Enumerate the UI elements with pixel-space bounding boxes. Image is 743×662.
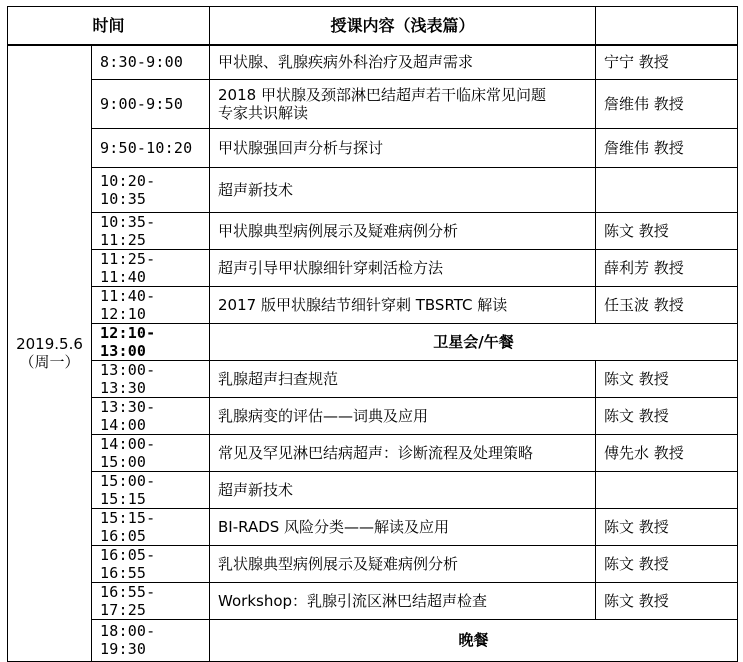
content-cell: 乳腺病变的评估——词典及应用 (210, 397, 596, 434)
table-row (8, 128, 738, 167)
time-cell: 8:30-9:00 (92, 45, 210, 79)
schedule-table (7, 6, 738, 662)
content-cell: 2017 版甲状腺结节细针穿刺 TBSRTC 解读 (210, 286, 596, 323)
speaker-cell: 宁宁 教授 (596, 45, 738, 79)
table-row (8, 434, 738, 471)
content-cell: 甲状腺强回声分析与探讨 (210, 128, 596, 167)
date-value: 2019.5.6 (16, 335, 83, 354)
time-cell: 16:05-16:55 (92, 545, 210, 582)
speaker-cell: 陈文 教授 (596, 545, 738, 582)
speaker-cell (596, 167, 738, 212)
table-row (8, 79, 738, 128)
content-cell: 甲状腺、乳腺疾病外科治疗及超声需求 (210, 45, 596, 79)
table-row (8, 545, 738, 582)
table-row (8, 212, 738, 249)
speaker-cell: 陈文 教授 (596, 508, 738, 545)
header-speaker (596, 7, 738, 46)
content-cell: 乳腺超声扫查规范 (210, 360, 596, 397)
time-cell: 12:10-13:00 (92, 323, 210, 360)
content-line-2: 专家共识解读 (218, 103, 309, 122)
content-cell: 甲状腺典型病例展示及疑难病例分析 (210, 212, 596, 249)
content-line-1: 2018 甲状腺及颈部淋巴结超声若干临床常见问题 (218, 85, 546, 104)
time-cell: 15:00-15:15 (92, 471, 210, 508)
table-row (8, 360, 738, 397)
time-cell: 13:30-14:00 (92, 397, 210, 434)
content-cell: 常见及罕见淋巴结病超声：诊断流程及处理策略 (210, 434, 596, 471)
table-row (8, 45, 738, 79)
dinner-cell: 晚餐 (210, 619, 738, 661)
speaker-cell: 陈文 教授 (596, 582, 738, 619)
table-row (8, 471, 738, 508)
speaker-cell: 詹维伟 教授 (596, 128, 738, 167)
content-cell: BI-RADS 风险分类——解读及应用 (210, 508, 596, 545)
header-time: 时间 (8, 7, 210, 46)
table-row (8, 249, 738, 286)
speaker-cell: 陈文 教授 (596, 212, 738, 249)
table-row-lunch (8, 323, 738, 360)
time-cell: 13:00-13:30 (92, 360, 210, 397)
time-cell: 14:00-15:00 (92, 434, 210, 471)
time-cell: 10:35-11:25 (92, 212, 210, 249)
weekday-label: （周一） (19, 353, 80, 372)
time-cell: 11:25-11:40 (92, 249, 210, 286)
content-cell: 乳状腺典型病例展示及疑难病例分析 (210, 545, 596, 582)
speaker-cell: 詹维伟 教授 (596, 79, 738, 128)
header-content: 授课内容（浅表篇） (210, 7, 596, 46)
content-cell: 超声引导甲状腺细针穿刺活检方法 (210, 249, 596, 286)
speaker-cell: 陈文 教授 (596, 360, 738, 397)
header-row (8, 7, 738, 46)
time-cell: 11:40-12:10 (92, 286, 210, 323)
table-row-dinner (8, 619, 738, 661)
content-cell: 超声新技术 (210, 471, 596, 508)
table-row (8, 582, 738, 619)
content-cell (210, 79, 596, 128)
table-row (8, 167, 738, 212)
content-cell: Workshop：乳腺引流区淋巴结超声检查 (210, 582, 596, 619)
speaker-cell: 薛利芳 教授 (596, 249, 738, 286)
time-cell: 9:50-10:20 (92, 128, 210, 167)
date-cell (8, 45, 92, 661)
time-cell: 16:55-17:25 (92, 582, 210, 619)
content-cell: 超声新技术 (210, 167, 596, 212)
speaker-cell: 陈文 教授 (596, 397, 738, 434)
speaker-cell: 任玉波 教授 (596, 286, 738, 323)
lunch-cell: 卫星会/午餐 (210, 323, 738, 360)
time-cell: 9:00-9:50 (92, 79, 210, 128)
time-cell: 15:15-16:05 (92, 508, 210, 545)
time-cell: 18:00-19:30 (92, 619, 210, 661)
table-row (8, 508, 738, 545)
time-cell: 10:20-10:35 (92, 167, 210, 212)
table-row (8, 286, 738, 323)
speaker-cell: 傅先水 教授 (596, 434, 738, 471)
table-row (8, 397, 738, 434)
speaker-cell (596, 471, 738, 508)
